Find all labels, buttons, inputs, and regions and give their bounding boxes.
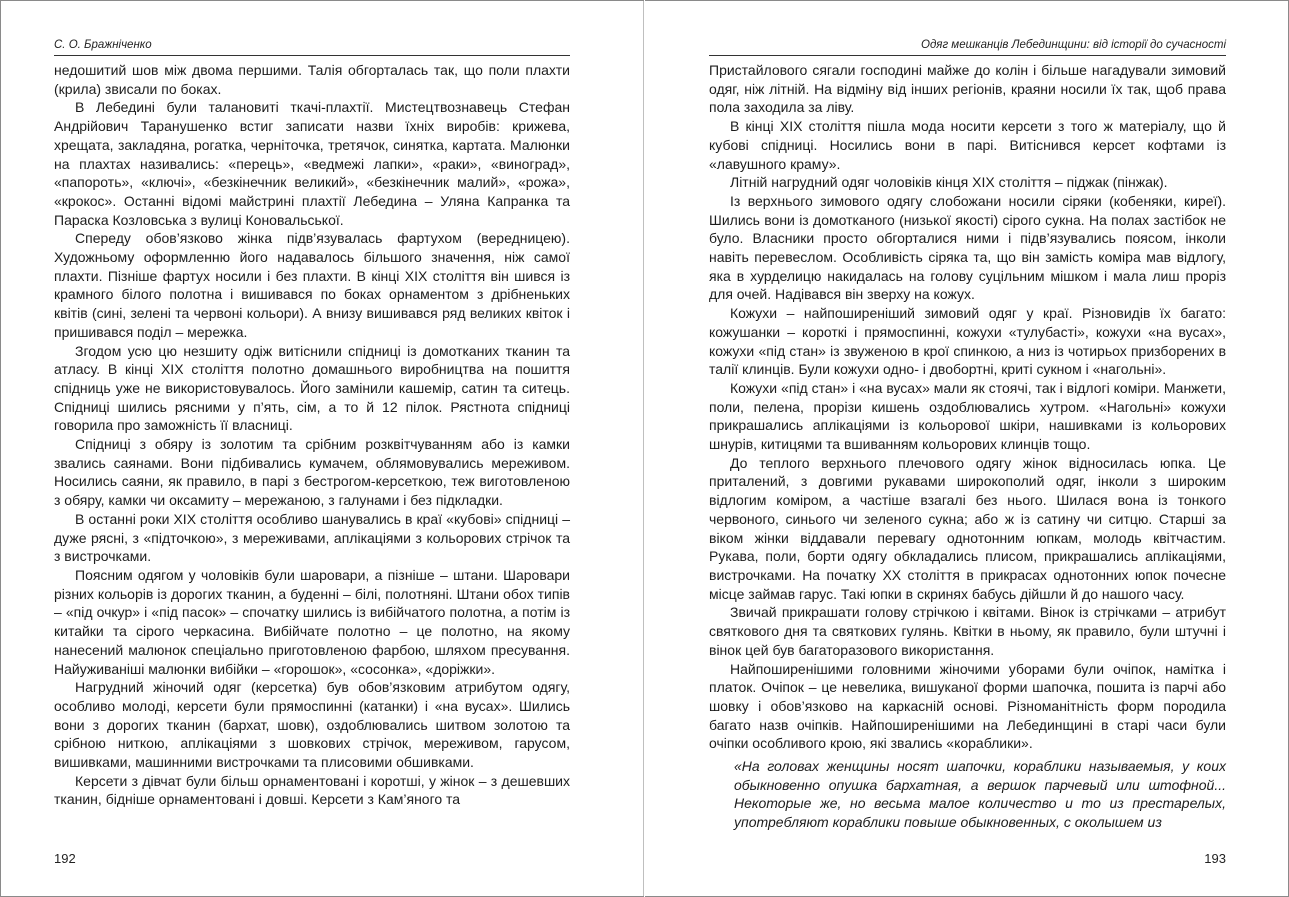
paragraph: В кінці ХІХ століття пішла мода носити керсети з того ж матеріалу, що й кубові спідниці. Носились вони в парі. Витіснився керсет кофтами із «лавушного краму». — [709, 118, 1226, 172]
paragraph: Звичай прикрашати голову стрічкою і квітами. Вінок із стрічками – атрибут святкового дня та святкових гулянь. Квітки в ньому, як правило, були штучні і вінок цей був багаторазового використання. — [709, 604, 1226, 658]
right-body-text — [709, 61, 1226, 832]
right-page — [645, 0, 1289, 896]
paragraph: В Лебедині були талановиті ткачі-плахтії. Мистецтвознавець Стефан Андрійович Таранушенко встиг записати назви їхніх виробів: крижева, хрещата, закладяна, рогатка, черніточка, третячок, синятка, картата. Малюнки на плахтах називались: «перець», «ведмежі лапки», «раки», «виноград», «папороть», «ключі», «безкінечник великий», «безкінечник малий», «рожа», «крокос». Останні відомі майстрині плахтії Лебедина – Уляна Капранка та Параска Козловська з вулиці Коновальської. — [54, 99, 570, 228]
left-body-text — [54, 61, 570, 809]
header-rule — [54, 55, 570, 56]
paragraph: Із верхнього зимового одягу слобожани носили сіряки (кобеняки, киреї). Шились вони із домотканого (низької якості) сірого сукна. На полах застібок не було. Власники просто обгорталися ними і підв’язувались поясом, інколи навіть перевеслом. Особливість сіряка та, що він замість коміра мав відлогу, яка в хурделицю накидалась на голову суцільним мішком і мала лиш проріз для очей. Надівався він зверху на кожух. — [709, 192, 1226, 303]
left-page — [0, 0, 644, 896]
page-number: 193 — [1204, 851, 1226, 866]
block-quote: «На головах женщины носят шапочки, кораблики называемыя, у коих обыкновенно опушка бархатная, а вершок парчевый или штофной... Некоторые же, но весьма малое количество и то из престарелых, употребляют кораблики повыше обыкновенных, с околышем из — [734, 758, 1226, 831]
running-head-author: С. О. Бражніченко — [54, 39, 152, 51]
paragraph: Пристайлового сягали господині майже до колін і більше нагадували зимовий одяг, ніж літній. На відміну від інших регіонів, краяни носили їх так, щоб права пола заходила за ліву. — [709, 62, 1226, 116]
paragraph: Найпоширенішими головними жіночими уборами були очіпок, намітка і платок. Очіпок – це невелика, вишуканої форми шапочка, пошита із парчі або шовку і обов’язково на каркасній основі. Різноманітність форм породила багато назв очіпків. Найпоширенішими на Лебединщині в старі часи були очіпки особливого крою, які звались «кораблики». — [709, 660, 1226, 752]
paragraph: недошитий шов між двома першими. Талія обгорталась так, що поли плахти (крила) звисали по боках. — [54, 62, 570, 97]
page-number: 192 — [54, 851, 76, 866]
paragraph: Спереду обов’язково жінка підв’язувалась фартухом (вередницею). Художньому оформленню його надавалось більшого значення, ніж самої плахти. Пізніше фартух носили і без плахти. В кінці ХІХ століття він шився із крамного білого полотна і вишивався по боках орнаментом з дрібненьких квітів (сині, зелені та червоні кольори). А внизу вишивався ряд великих квіток і пришивався поділ – мережка. — [54, 230, 570, 340]
paragraph: До теплого верхнього плечового одягу жінок відносилась юпка. Це приталений, з довгими рукавами широкополий одяг, інколи з широким відлогим коміром, а частіше взагалі без нього. Шилася вона із тонкого червоного, синього чи зеленого сукна; або ж із сатину чи ситцю. Старші за віком жінки віддавали перевагу однотонним юпкам, молодь квітчастим. Рукава, поли, борти одягу обкладались плисом, прикрашались аплікаціями, вистрочками. На початку ХХ століття в прикрасах однотонних юпок почесне місце займав гарус. Такі юпки в скринях бабусь дійшли й до нашого часу. — [709, 454, 1226, 602]
header-rule — [709, 55, 1226, 56]
paragraph: Кожухи «під стан» і «на вусах» мали як стоячі, так і відлогі коміри. Манжети, поли, пелена, прорізи кишень оздоблювались хутром. «Нагольні» кожухи прикрашались аплікаціями із кольорової шкіри, нашивками із кольорових шнурів, китицями та вшиванням кольорових клинців тощо. — [709, 379, 1226, 453]
paragraph: Згодом усю цю незшиту одіж витіснили спідниці із домотканих тканин та атласу. В кінці ХІХ століття полотно домашнього виробництва на пошиття спідниць уже не використовувалось. Його замінили кашемір, сатин та ситець. Спідниці шились рясними у п’ять, сім, а то й 12 пілок. Рястнота спідниці говорила про заможність її власниці. — [54, 342, 570, 434]
paragraph: Літній нагрудний одяг чоловіків кінця ХІХ століття – піджак (пінжак). — [730, 174, 1168, 191]
paragraph: Керсети з дівчат були більш орнаментовані і коротші, у жінок – з дешевших тканин, бідніше орнаментовані і довші. Керсети з Кам’яного та — [54, 772, 570, 808]
paragraph: Кожухи – найпоширеніший зимовий одяг у краї. Різновидів їх багато: кожушанки – короткі і прямоспинні, кожухи «тулубасті», кожухи «на вусах», кожухи «під стан» із звуженою в крої спинкою, а низ із чотирьох призборених в талії клинців. Були кожухи одно- і двобортні, криті сукном і «нагольні». — [709, 305, 1226, 378]
running-head-title: Одяг мешканців Лебединщини: від історії до сучасності — [921, 39, 1226, 51]
paragraph: Нагрудний жіночий одяг (керсетка) був обов’язковим атрибутом одягу, особливо молоді, керсети були прямоспинні (катанки) і «на вусах». Шились вони з дорогих тканин (бархат, шовк), оздоблювались шитвом золотою та срібною ниткою, аплікаціями з шовкових стрічок, мереживом, гарусом, вишивками, машинними вистрочками та плисовими обшивками. — [54, 679, 570, 771]
paragraph: Спідниці з обяру із золотим та срібним розквітчуванням або із камки звались саянами. Вони підбивались кумачем, облямовувались мереживом. Носились саяни, як правило, в парі з бестрогом-керсеткою, теж виготовленою з обяру, камки чи оксамиту – мережаною, з галунами і без підкладки. — [54, 436, 570, 509]
paragraph: Поясним одягом у чоловіків були шаровари, а пізніше – штани. Шаровари різних кольорів із дорогих тканин, а буденні – білі, полотняні. Штани обох типів – «під очкур» і «під пасок» – спочатку шились із вибійчатого полотна, а потім із китайки та сірого черкасина. Вибійчате полотно – це полотно, на якому нанесений малюнок спеціально приготовленою фарбою, шляхом пресування. Найуживаніші малюнки вибійки – «горошок», «сосонка», «доріжки». — [54, 566, 570, 677]
paragraph: В останні роки ХІХ століття особливо шанувались в краї «кубові» спідниці – дуже рясні, з «підточкою», з мереживами, аплікаціями з кольорових стрічок та з вистрочками. — [54, 510, 570, 565]
